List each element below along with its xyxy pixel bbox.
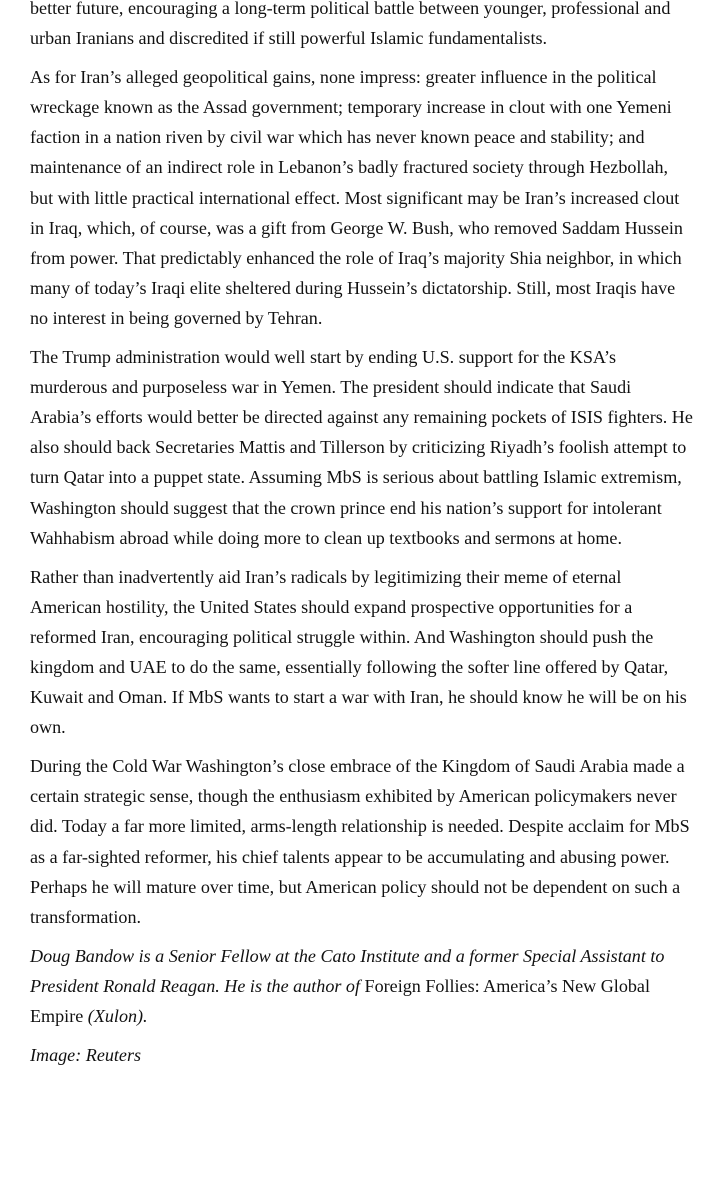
paragraph-1: better future, encouraging a long-term political battle between younger, professional and urban Iranians and discredited if still powerful Islamic fundamentalists. xyxy=(30,0,671,49)
book-title: Foreign Follies: America’s New Global Empire xyxy=(30,975,650,1026)
paragraph-5: During the Cold War Washington’s close embrace of the Kingdom of Saudi Arabia made a certain strategic sense, though the enthusiasm exhibited by American policymakers never did. Today a far more limited, arms-length relationship is needed. Despite acclaim for MbS as a far-sighted reformer, his chief talents appear to be accumulating and abusing power. Perhaps he will mature over time, but American policy should not be dependent on such a transformation. xyxy=(30,756,690,927)
publisher: (Xulon). xyxy=(83,1006,148,1026)
article-body xyxy=(30,0,695,1079)
author-bio xyxy=(30,941,695,1031)
paragraph-2: As for Iran’s alleged geopolitical gains, none impress: greater influence in the political wreckage known as the Assad government; temporary increase in clout with one Yemeni faction in a nation riven by civil war which has never known peace and stability; and maintenance of an indirect role in Lebanon’s badly fractured society through Hezbollah, but with little practical international effect. Most significant may be Iran’s increased clout in Iraq, which, of course, was a gift from George W. Bush, who removed Saddam Hussein from power. That predictably enhanced the role of Iraq’s majority Shia neighbor, in which many of today’s Iraqi elite sheltered during Hussein’s dictatorship. Still, most Iraqis have no interest in being governed by Tehran. xyxy=(30,67,683,328)
image-credit: Image: Reuters xyxy=(30,1045,142,1066)
paragraph-4: Rather than inadvertently aid Iran’s radicals by legitimizing their meme of eternal American hostility, the United States should expand prospective opportunities for a reformed Iran, encouraging political struggle within. And Washington should push the kingdom and UAE to do the same, essentially following the softer line offered by Qatar, Kuwait and Oman. If MbS wants to start a war with Iran, he should know he will be on his own. xyxy=(30,566,687,738)
author-bio-text: Doug Bandow is a Senior Fellow at the Cato Institute and a former Special Assistant to President Ronald Reagan. He is the author of xyxy=(30,945,665,996)
paragraph-3: The Trump administration would well start by ending U.S. support for the KSA’s murderous and purposeless war in Yemen. The president should indicate that Saudi Arabia’s efforts would better be directed against any remaining pockets of ISIS fighters. He also should back Secretaries Mattis and Tillerson by criticizing Riyadh’s foolish attempt to turn Qatar into a puppet state. Assuming MbS is serious about battling Islamic extremism, Washington should suggest that the crown prince end his nation’s support for intolerant Wahhabism abroad while doing more to clean up textbooks and sermons at home. xyxy=(30,347,693,548)
